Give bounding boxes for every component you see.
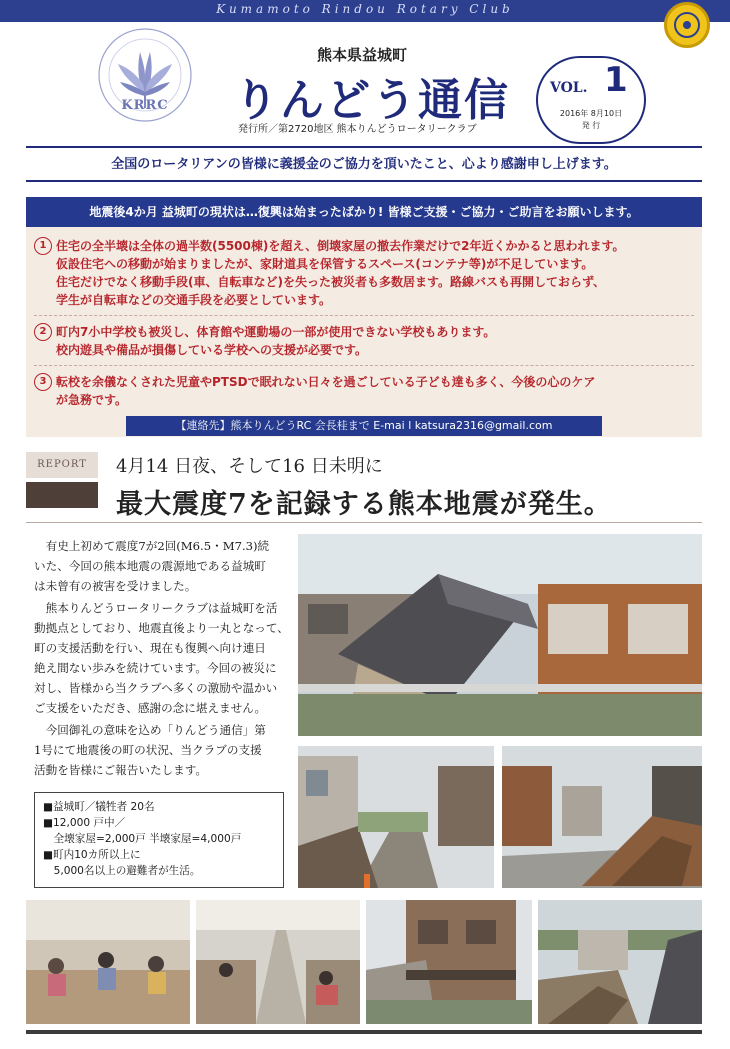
notice-line: 転校を余儀なくされた児童やPTSDで眠れない日々を過ごしている子ども達も多く、今後の心のケア [56, 375, 596, 389]
stats-line: ■町内10カ所以上に [43, 849, 141, 861]
notice-separator [34, 315, 694, 316]
article-paragraph [34, 536, 284, 596]
contact-bar: 【連絡先】熊本りんどうRC 会長桂まで E-mai l katsura2316@gmail.com [126, 416, 602, 436]
notice-separator [34, 365, 694, 366]
volume-number: 1 [604, 60, 628, 100]
notice-item [34, 237, 694, 309]
notice-item-body [56, 237, 688, 309]
notice-line: 町内7小中学校も被災し、体育館や運動場の一部が使用できない学校もあります。 [56, 325, 496, 339]
report-headline: 最大震度7を記録する熊本地震が発生。 [116, 489, 612, 520]
footer-rule [26, 1030, 702, 1034]
issue-label: 発 行 [581, 121, 601, 130]
article-paragraph [34, 720, 284, 780]
report-tag-bar [26, 482, 98, 508]
report-date-line: 4月14 日夜、そして16 日未明に [116, 456, 383, 477]
publisher-line: 発行所／第2720地区 熊本りんどうロータリークラブ [238, 124, 477, 135]
item-number-badge: 3 [34, 373, 52, 391]
evacuation-shelter-photo-1 [26, 900, 190, 1024]
stats-line: 5,000名以上の避難者が生活。 [43, 865, 201, 877]
club-name-roman: Kumamoto Rindou Rotary Club [216, 2, 514, 16]
stats-line: ■12,000 戸中／ [43, 817, 126, 829]
destroyed-homes-photo [538, 900, 702, 1024]
issue-date: 2016年 8月10日 [559, 109, 623, 118]
notice-line: 住宅の全半壊は全体の過半数(5500棟)を超え、倒壊家屋の撤去作業だけで2年近くかかると思われます。 [56, 239, 625, 253]
article-line: 熊本りんどうロータリークラブは益城町を活 [34, 601, 278, 615]
article-line: 有史上初めて震度7が2回(M6.5・M7.3)続 [34, 539, 270, 553]
article-line: ご支援をいただき、感謝の念に堪えません。 [34, 701, 267, 715]
article-line: 1号にて地震後の町の状況、当クラブの支援 [34, 743, 262, 757]
article-line: 動拠点としており、地震直後より一丸となって、 [34, 621, 289, 635]
notice-item-body [56, 323, 688, 359]
notice-box [26, 197, 702, 437]
town-name: 熊本県益城町 [316, 46, 407, 64]
article-line: 絶え間ない歩みを続けています。今回の被災に [34, 661, 277, 675]
evacuation-shelter-photo-2 [196, 900, 360, 1024]
divider-top [26, 146, 702, 148]
damage-stats-box [34, 792, 284, 888]
notice-line: 学生が自転車などの交通手段を必要としています。 [56, 293, 332, 307]
article-line: 今回御礼の意味を込め「りんどう通信」第 [34, 723, 266, 737]
notice-line: 校内遊具や備品が損傷している学校への支援が必要です。 [56, 343, 368, 357]
item-number-badge: 1 [34, 237, 52, 255]
logo-text: KRRC [121, 98, 169, 113]
notice-item [34, 373, 694, 409]
newsletter-title: りんどう通信 [234, 75, 510, 126]
stats-line: 全壊家屋=2,000戸 半壊家屋=4,000戸 [43, 833, 242, 845]
notice-line: 住宅だけでなく移動手段(車、自転車など)を失った被災者も多数居ます。路線バスも再開しておらず、 [56, 275, 606, 289]
article-paragraph [34, 598, 289, 718]
article-line: は未曾有の被害を受けました。 [34, 579, 197, 593]
article-line: 対し、皆様から当クラブへ多くの激励や温かい [34, 681, 278, 695]
article-line: いた、今回の熊本地震の震源地である益城町 [34, 559, 266, 573]
article-line: 活動を皆様にご報告いたします。 [34, 763, 207, 777]
notice-heading: 地震後4か月 益城町の現状は…復興は始まったばかり! 皆様ご支援・ご協力・ご助言をお願いします。 [26, 197, 702, 227]
collapsed-house-photo [298, 534, 702, 736]
notice-line: が急務です。 [56, 393, 128, 407]
notice-line: 仮設住宅への移動が始まりましたが、家財道具を保管するスペース(コンテナ等)が不足しています。 [56, 257, 594, 271]
debris-photo [502, 746, 702, 888]
rotary-emblem-icon [664, 2, 710, 48]
rotary-wheel-hub [683, 21, 691, 29]
volume-badge [536, 56, 646, 144]
report-rule [26, 522, 702, 523]
notice-item-body [56, 373, 688, 409]
collapsed-building-photo [366, 900, 532, 1024]
article-line: 町の支援活動を行い、現在も復興へ向け連日 [34, 641, 266, 655]
item-number-badge: 2 [34, 323, 52, 341]
volume-label: VOL. [550, 80, 588, 96]
notice-item [34, 323, 694, 359]
report-tag: REPORT [26, 452, 98, 478]
divider-bottom [26, 180, 702, 182]
stats-line: ■益城町／犠牲者 20名 [43, 801, 155, 813]
thanks-message: 全国のロータリアンの皆様に義援金のご協力を頂いたこと、心より感謝申し上げます。 [111, 157, 617, 172]
damaged-street-photo [298, 746, 494, 888]
